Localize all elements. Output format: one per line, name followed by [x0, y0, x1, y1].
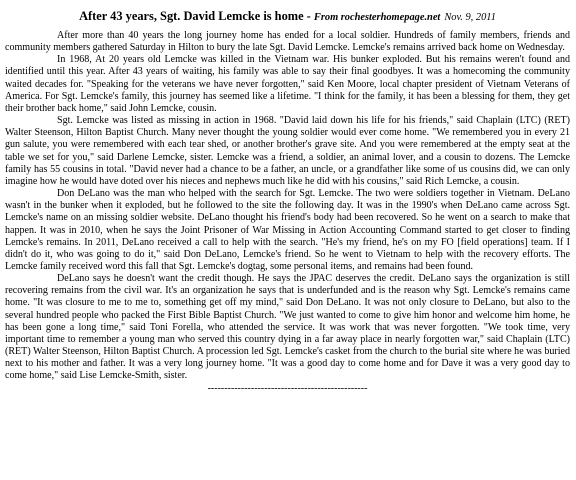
article-body	[5, 30, 570, 383]
paragraph-2: In 1968, At 20 years old Lemcke was killed in the Vietnam war. His bunker exploded. But his remains weren't found and identified until this year. After 43 years of waiting, his family was able to say their final goodbyes. It was a homecoming the community waited decades for. "Speaking for the veterans we have never forgotten," said Ken Moore, local chapter president of Vietnam Veterans of America. For Sgt. Lemcke's family, this journey has seemed like a lifetime. "I think for the family, it has been a blessing for them, they get their brother back home," said John Lemcke, cousin.	[5, 54, 570, 114]
paragraph-4: Don DeLano was the man who helped with the search for Sgt. Lemcke. The two were soldiers together in Vietnam. DeLano wasn't in the bunker when it exploded, but he followed to the site the following day. It was in the 1990's when DeLano came across Sgt. Lemcke's name on an missing soldier website. DeLano thought his friend's body had been recovered. So he went on a search to make that happen. It was in 2010, when he says the Joint Prisoner of War Missing in Action Accounting Command started to get closer to finding Lemcke's remains. In 2011, DeLano received a call to help with the search. "He's my friend, he's on my FO [field operations] team. If I didn't do it, who was going to do it," said Don DeLano, Lemcke's friend. So he went to Vietnam to help with the recovery efforts. The Lemcke family received word this fall that Sgt. Lemcke's dogtag, some personal items, and remains had been found.	[5, 188, 570, 272]
end-divider: ------------------------------------------------	[207, 382, 368, 394]
headline-title: After 43 years, Sgt. David Lemcke is home -	[79, 9, 314, 23]
headline-date: Nov. 9, 2011	[444, 12, 496, 23]
paragraph-5: DeLano says he doesn't want the credit though. He says the JPAC deserves the credit. DeLano says the organization is still recovering remains from the civil war. It's an organization he says that is underfunded and is the reason why Sgt. Lemcke's remains came home. "It was closure to me to me to, something get off my mind," said Don DeLano. It was not only closure to DeLano, but also to the several hundred people who packed the First Bible Baptist Church. "We just wanted to come to give him honor and welcome him home, he has been gone a long time," said Toni Forella, who attended the service. It was work that was never forgotten. "We took time, very important time to remember a young man who served this country dying in a far away place in nearly forgotten war," said Chaplain (LTC) (RET) Walter Steenson, Hilton Baptist Church. A procession led Sgt. Lemcke's casket from the church to the burial site where he was buried next to his mother and father. It was a very long journey home. "It was a good day to come home and for Dave it was a very good day to come home," said Lise Lemcke-Smith, sister.	[5, 273, 570, 382]
paragraph-1: After more than 40 years the long journey home has ended for a local soldier. Hundreds of family members, friends and community members gathered Saturday in Hilton to bury the late Sgt. David Lemcke. Lemcke's remains arrived back home on Wednesday.	[5, 30, 570, 54]
headline	[5, 9, 570, 25]
paragraph-3: Sgt. Lemcke was listed as missing in action in 1968. "David laid down his life for his friends," said Chaplain (LTC) (RET) Walter Steenson, Hilton Baptist Church. Many never thought the young soldier would ever come home. "We remembered you in every 21 gun salute, you were remembered with each tear shed, or another brother's grave site. And you were remembered at the empty seat at the table we set for you," said Darlene Lemcke, sister. Lemcke was a friend, a soldier, an animal lover, and a cousin to dozens. The Lemcke family has 55 cousins in total. "David never had a chance to be a father, an uncle, or a grandfather like some of us cousins did, we can only imagine how he would have doted over his nieces and nephews much like he did with his cousins," said Rich Lemcke, a cousin.	[5, 115, 570, 187]
headline-source: From rochesterhomepage.net	[313, 12, 441, 23]
